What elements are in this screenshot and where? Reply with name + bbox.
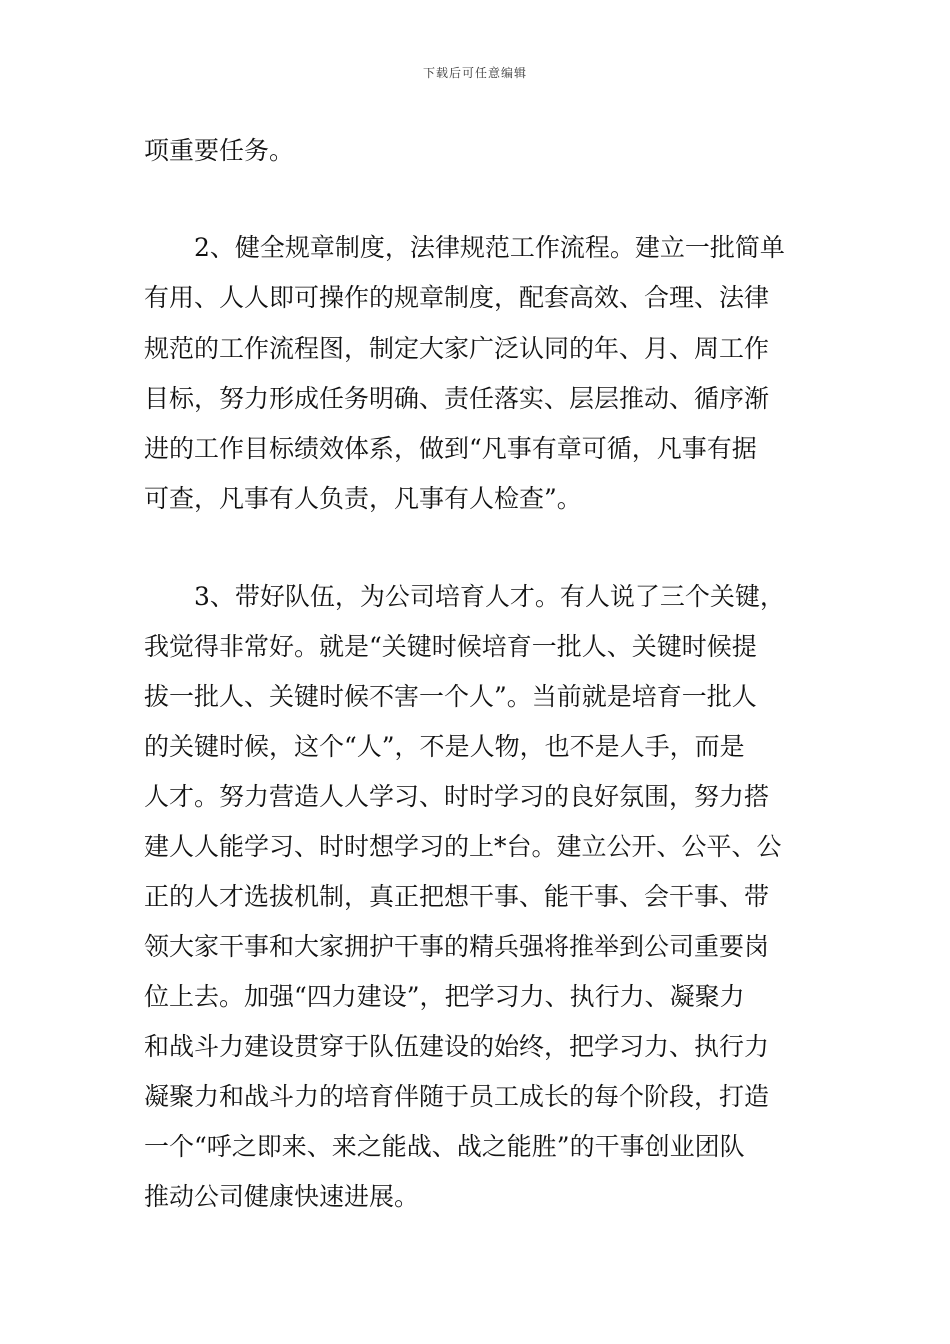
- text-line: 项重要任务。: [144, 136, 295, 165]
- text-line: 我觉得非常好。就是“关键时候培育一批人、关键时候提: [144, 632, 757, 661]
- text-line: 3、带好队伍，为公司培育人才。有人说了三个关键，: [194, 582, 785, 611]
- text-line: 建人人能学习、时时想学习的上*台。建立公开、公平、公: [144, 832, 782, 861]
- text-line: 可查，凡事有人负责，凡事有人检查”。: [144, 484, 582, 513]
- text-line: 正的人才选拔机制，真正把想干事、能干事、会干事、带: [144, 882, 770, 911]
- text-line: 的关键时候，这个“人”，不是人物，也不是人手，而是: [144, 732, 745, 761]
- text-line: 领大家干事和大家拥护干事的精兵强将推举到公司重要岗: [144, 932, 770, 961]
- text-line: 有用、人人即可操作的规章制度，配套高效、合理、法律: [144, 283, 770, 312]
- text-line: 推动公司健康快速进展。: [144, 1182, 420, 1211]
- text-line: 目标，努力形成任务明确、责任落实、层层推动、循序渐: [144, 384, 770, 413]
- text-line: 凝聚力和战斗力的培育伴随于员工成长的每个阶段，打造: [144, 1082, 770, 1111]
- page-header: 下载后可任意编辑: [422, 66, 527, 80]
- text-line: 位上去。加强“四力建设”，把学习力、执行力、凝聚力: [144, 982, 745, 1011]
- text-line: 拔一批人、关键时候不害一个人”。当前就是培育一批人: [144, 682, 757, 711]
- text-line: 人才。努力营造人人学习、时时学习的良好氛围，努力搭: [144, 782, 770, 811]
- text-line: 进的工作目标绩效体系，做到“凡事有章可循，凡事有据: [144, 434, 757, 463]
- text-line: 规范的工作流程图，制定大家广泛认同的年、月、周工作: [144, 334, 770, 363]
- text-line: 一个“呼之即来、来之能战、战之能胜”的干事创业团队: [144, 1132, 745, 1161]
- text-line: 2、健全规章制度，法律规范工作流程。建立一批简单: [194, 233, 785, 262]
- text-line: 和战斗力建设贯穿于队伍建设的始终，把学习力、执行力: [144, 1032, 770, 1061]
